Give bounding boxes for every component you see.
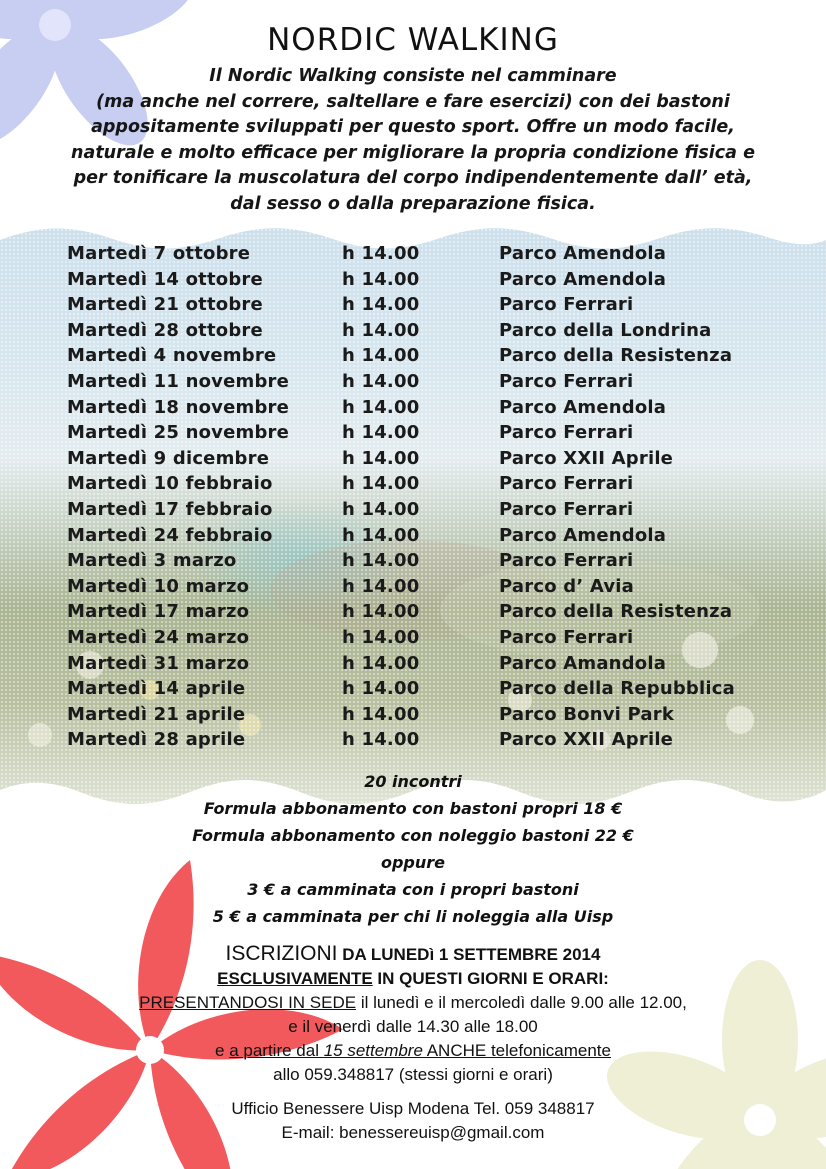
- schedule-place: Parco d’ Avia: [499, 575, 634, 597]
- intro-line: naturale e molto efficace per migliorare la propria condizione fisica e: [71, 142, 755, 163]
- phone-start-underlined: [229, 1041, 611, 1060]
- schedule-row: [67, 627, 767, 653]
- email-contact: E-mail: benessereuisp@gmail.com: [281, 1123, 545, 1142]
- schedule-place: Parco XXII Aprile: [499, 729, 674, 751]
- schedule-time: h 14.00: [342, 652, 420, 674]
- schedule-place: Parco XXII Aprile: [499, 447, 674, 469]
- intro-line: appositamente sviluppati per questo sport. Offre un modo facile,: [91, 117, 735, 137]
- schedule-row: [67, 269, 767, 295]
- schedule-date: Martedì 25 novembre: [67, 422, 290, 444]
- schedule-date: Martedì 9 dicembre: [67, 447, 270, 469]
- schedule-time: h 14.00: [342, 473, 420, 495]
- schedule-time: h 14.00: [342, 626, 420, 648]
- schedule-time: h 14.00: [342, 550, 420, 572]
- in-person-label: PRESENTANDOSI IN SEDE: [139, 993, 357, 1012]
- schedule-row: [67, 704, 767, 730]
- schedule-time: h 14.00: [342, 370, 420, 392]
- schedule-place: Parco della Repubblica: [499, 678, 735, 700]
- schedule-time: h 14.00: [342, 396, 420, 418]
- schedule-date: Martedì 24 marzo: [67, 626, 250, 648]
- schedule-time: h 14.00: [342, 601, 420, 623]
- page-title: NORDIC WALKING: [267, 22, 559, 58]
- schedule-place: Parco della Resistenza: [499, 601, 733, 623]
- schedule-place: Parco Ferrari: [499, 626, 634, 648]
- schedule-time: h 14.00: [342, 703, 420, 725]
- schedule-place: Parco Bonvi Park: [499, 703, 675, 725]
- schedule-place: Parco Amandola: [499, 652, 667, 674]
- schedule-date: Martedì 21 ottobre: [67, 294, 263, 316]
- exclusively-label: ESCLUSIVAMENTE: [217, 969, 373, 988]
- schedule-row: [67, 525, 767, 551]
- registration-conditions-line: [0, 967, 826, 991]
- schedule-row: [67, 345, 767, 371]
- schedule-place: Parco Ferrari: [499, 422, 634, 444]
- spacer: [0, 1087, 826, 1097]
- schedule-row: [67, 729, 767, 755]
- schedule-row: [67, 243, 767, 269]
- schedule-time: h 14.00: [342, 678, 420, 700]
- registration-heading-line: [0, 942, 826, 967]
- pricing-section: [0, 768, 826, 930]
- schedule-time: h 14.00: [342, 729, 420, 751]
- schedule-row: [67, 550, 767, 576]
- schedule-table: [67, 243, 767, 755]
- schedule-date: Martedì 4 novembre: [67, 345, 277, 367]
- schedule-time: h 14.00: [342, 345, 420, 367]
- schedule-row: [67, 473, 767, 499]
- schedule-date: Martedì 24 febbraio: [67, 524, 273, 546]
- schedule-place: Parco Ferrari: [499, 370, 634, 392]
- intro-line: (ma anche nel correre, saltellare e fare esercizi) con dei bastoni: [96, 91, 730, 112]
- schedule-place: Parco Ferrari: [499, 473, 634, 495]
- price-rental: Formula abbonamento con noleggio bastoni 22 €: [192, 826, 634, 845]
- price-per-walk-own: 3 € a camminata con i propri bastoni: [247, 880, 579, 899]
- schedule-place: Parco della Londrina: [499, 319, 712, 341]
- schedule-date: Martedì 14 aprile: [67, 678, 246, 700]
- intro-line: dal sesso o dalla preparazione fisica.: [230, 193, 596, 214]
- schedule-time: h 14.00: [342, 319, 420, 341]
- intro-line: per tonificare la muscolatura del corpo indipendentemente dall’ età,: [73, 168, 753, 188]
- schedule-date: Martedì 28 aprile: [67, 729, 246, 751]
- starting-from-text: a partire dal: [229, 1041, 324, 1060]
- schedule-date: Martedì 10 febbraio: [67, 473, 273, 495]
- pricing-or: oppure: [380, 853, 446, 872]
- price-own-poles: Formula abbonamento con bastoni propri 18 €: [203, 799, 623, 818]
- schedule-place: Parco Amendola: [499, 268, 667, 290]
- schedule-time: h 14.00: [342, 498, 420, 520]
- schedule-date: Martedì 14 ottobre: [67, 268, 263, 290]
- schedule-place: Parco Amendola: [499, 396, 667, 418]
- schedule-date: Martedì 3 marzo: [67, 550, 237, 572]
- registration-section: [0, 942, 826, 1145]
- schedule-time: h 14.00: [342, 294, 420, 316]
- schedule-row: [67, 320, 767, 346]
- schedule-time: h 14.00: [342, 243, 420, 264]
- schedule-place: Parco Ferrari: [499, 498, 634, 520]
- schedule-time: h 14.00: [342, 524, 420, 546]
- intro-line: Il Nordic Walking consiste nel camminare: [209, 66, 617, 86]
- also-phone-text: ANCHE telefonicamente: [422, 1041, 611, 1060]
- schedule-row: [67, 294, 767, 320]
- schedule-date: Martedì 7 ottobre: [67, 243, 251, 264]
- schedule-time: h 14.00: [342, 447, 420, 469]
- phone-line: allo 059.348817 (stessi giorni e orari): [273, 1065, 553, 1084]
- schedule-date: Martedì 11 novembre: [67, 370, 290, 392]
- schedule-place: Parco Ferrari: [499, 550, 634, 572]
- start-date: 15 settembre: [323, 1041, 423, 1060]
- registration-date: DA LUNEDì 1 SETTEMBRE 2014: [337, 945, 601, 964]
- schedule-date: Martedì 31 marzo: [67, 652, 250, 674]
- schedule-time: h 14.00: [342, 422, 420, 444]
- in-person-line: [0, 991, 826, 1015]
- schedule-time: h 14.00: [342, 268, 420, 290]
- office-contact: Ufficio Benessere Uisp Modena Tel. 059 348817: [231, 1099, 595, 1118]
- schedule-date: Martedì 10 marzo: [67, 575, 250, 597]
- phone-start-line: [0, 1039, 826, 1063]
- schedule-place: Parco Amendola: [499, 243, 667, 264]
- schedule-date: Martedì 21 aprile: [67, 703, 246, 725]
- in-person-hours: il lunedì e il mercoledì dalle 9.00 alle 12.00,: [356, 993, 687, 1012]
- schedule-row: [67, 653, 767, 679]
- schedule-date: Martedì 17 febbraio: [67, 498, 273, 520]
- schedule-row: [67, 601, 767, 627]
- schedule-row: [67, 397, 767, 423]
- schedule-place: Parco Amendola: [499, 524, 667, 546]
- schedule-place: Parco Ferrari: [499, 294, 634, 316]
- schedule-row: [67, 422, 767, 448]
- schedule-date: Martedì 17 marzo: [67, 601, 250, 623]
- registration-heading: ISCRIZIONI: [225, 942, 338, 965]
- days-times-label: IN QUESTI GIORNI E ORARI:: [372, 969, 609, 988]
- schedule-row: [67, 678, 767, 704]
- schedule-time: h 14.00: [342, 575, 420, 597]
- friday-hours: e il venerdì dalle 14.30 alle 18.00: [288, 1017, 538, 1036]
- meetings-count: 20 incontri: [364, 772, 462, 791]
- schedule-row: [67, 499, 767, 525]
- schedule-row: [67, 371, 767, 397]
- intro-paragraph: [30, 64, 796, 217]
- schedule-row: [67, 448, 767, 474]
- schedule-date: Martedì 28 ottobre: [67, 319, 263, 341]
- price-per-walk-rental: 5 € a camminata per chi li noleggia alla Uisp: [212, 907, 614, 926]
- and-text: e: [215, 1041, 230, 1060]
- schedule-date: Martedì 18 novembre: [67, 396, 290, 418]
- schedule-place: Parco della Resistenza: [499, 345, 733, 367]
- schedule-row: [67, 576, 767, 602]
